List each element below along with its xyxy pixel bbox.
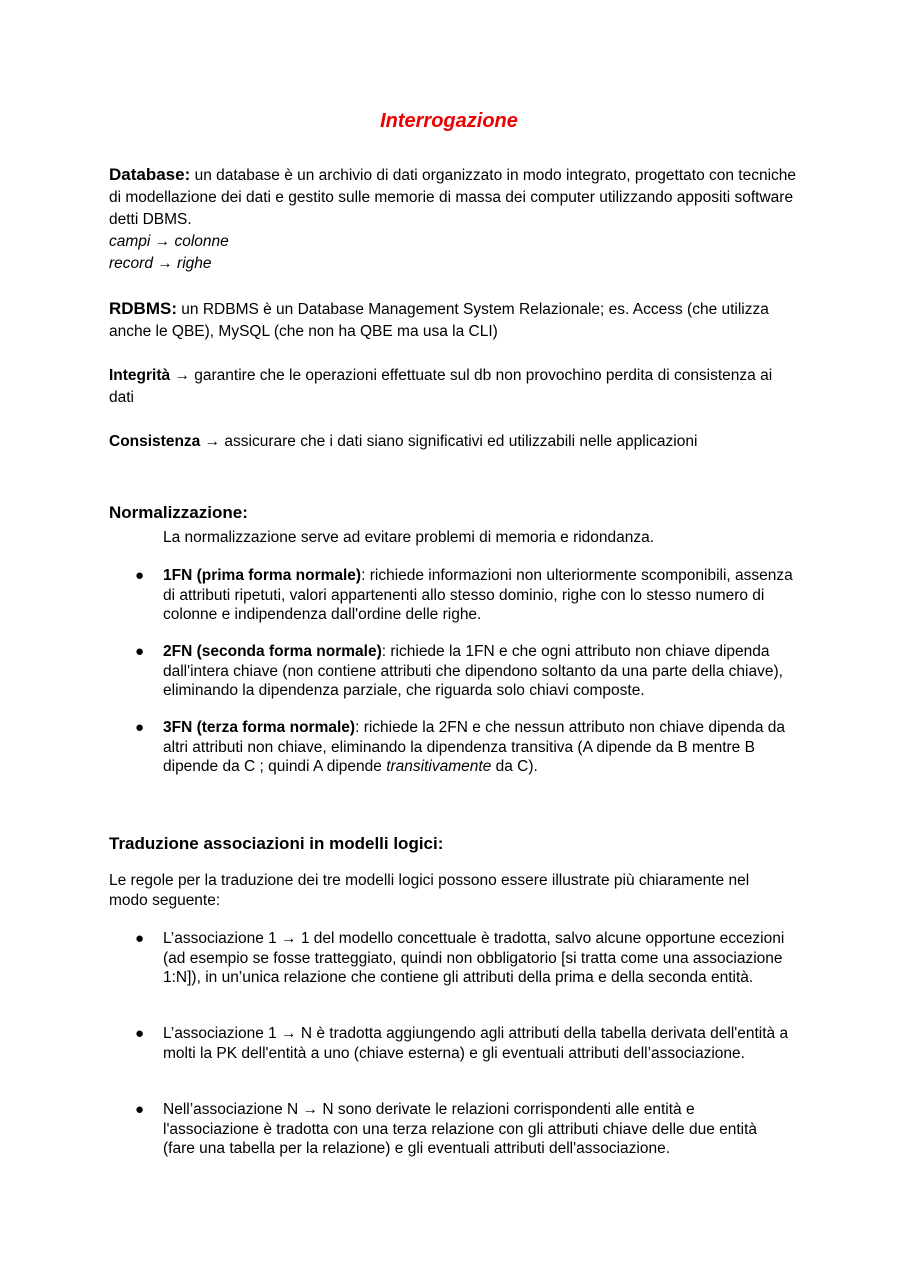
list-item-tail: da C). (491, 758, 538, 775)
traduzione-heading: Traduzione associazioni in modelli logici: (109, 834, 444, 853)
integrita-paragraph (109, 365, 799, 409)
list-item-text (163, 718, 793, 777)
list-item-label: 3FN (terza forma normale) (163, 719, 356, 736)
normalizzazione-intro: La normalizzazione serve ad evitare problemi di memoria e ridondanza. (163, 529, 655, 546)
list-item-text: Nell’associazione N → N sono derivate le relazioni corrispondenti alle entità e l'associazione è tradotta con una terza relazione con gli attributi chiave delle due entità (fare una tabella per la relazione) e gli eventuali attributi dell'associazione. (163, 1101, 758, 1157)
bullet-icon: ● (135, 1101, 145, 1118)
bullet-icon: ● (135, 567, 145, 584)
list-item-italic: transitivamente (386, 758, 492, 775)
list-item-text (163, 642, 793, 701)
list-item-body: : richiede la 1FN e che ogni attributo non chiave dipenda dall'intera chiave (non contiene attributi che dipendono soltanto da una parte della chiave), eliminando la dipendenza parziale, che riguarda solo chiavi composte. (163, 643, 783, 699)
bullet-icon: ● (135, 930, 145, 947)
rdbms-paragraph (109, 298, 799, 343)
list-item-label: 1FN (prima forma normale) (163, 567, 362, 584)
integrita-label: Integrità (109, 367, 171, 384)
normalizzazione-heading: Normalizzazione: (109, 503, 248, 522)
rdbms-text: un RDBMS è un Database Management System Relazionale; es. Access (che utilizza anche le QBE), MySQL (che non ha QBE ma usa la CLI) (109, 301, 769, 340)
database-label: Database: (109, 165, 191, 184)
consistenza-text: → assicurare che i dati siano significativi ed utilizzabili nelle applicazioni (200, 433, 698, 450)
page-title: Interrogazione (380, 110, 518, 132)
database-text: un database è un archivio di dati organizzato in modo integrato, progettato con tecniche di modellazione dei dati e gestito sulle memorie di massa dei computer utilizzando appositi software detti DBMS. (109, 167, 797, 228)
list-item-label: 2FN (seconda forma normale) (163, 643, 382, 660)
campi-line: campi → colonne (109, 233, 229, 250)
consistenza-label: Consistenza (109, 433, 201, 450)
rdbms-label: RDBMS: (109, 299, 177, 318)
list-item-body: : richiede la 2FN e che nessun attributo non chiave dipenda da altri attributi non chiave, eliminando la dipendenza transitiva (A dipende da B mentre B dipende da C ; quindi A dipende (163, 719, 786, 775)
integrita-text: → garantire che le operazioni effettuate sul db non provochino perdita di consistenza ai dati (109, 367, 773, 406)
list-item-body: : richiede informazioni non ulteriormente scomponibili, assenza di attributi ripetuti, valori appartenenti allo stesso dominio, righe con lo stesso numero di colonne e indipendenza dall'ordine delle righe. (163, 567, 793, 623)
traduzione-intro: Le regole per la traduzione dei tre modelli logici possono essere illustrate più chiaramente nel modo seguente: (109, 872, 750, 909)
bullet-icon: ● (135, 643, 145, 660)
list-item-text (163, 566, 793, 625)
database-paragraph (109, 164, 799, 275)
list-item-text: L’associazione 1 → 1 del modello concettuale è tradotta, salvo alcune opportune eccezioni (ad esempio se fosse tratteggiato, quindi non obbligatorio [si tratta come una associazione 1:N]), in un’unica relazione che contiene gli attributi della prima e della seconda entità. (163, 930, 785, 986)
bullet-icon: ● (135, 719, 145, 736)
list-item-text: L’associazione 1 → N è tradotta aggiungendo agli attributi della tabella derivata dell'entità a molti la PK dell'entità a uno (chiave esterna) e gli eventuali attributi dell’associazione. (163, 1025, 789, 1062)
consistenza-paragraph (109, 431, 799, 453)
bullet-icon: ● (135, 1025, 145, 1042)
record-line: record → righe (109, 255, 212, 272)
